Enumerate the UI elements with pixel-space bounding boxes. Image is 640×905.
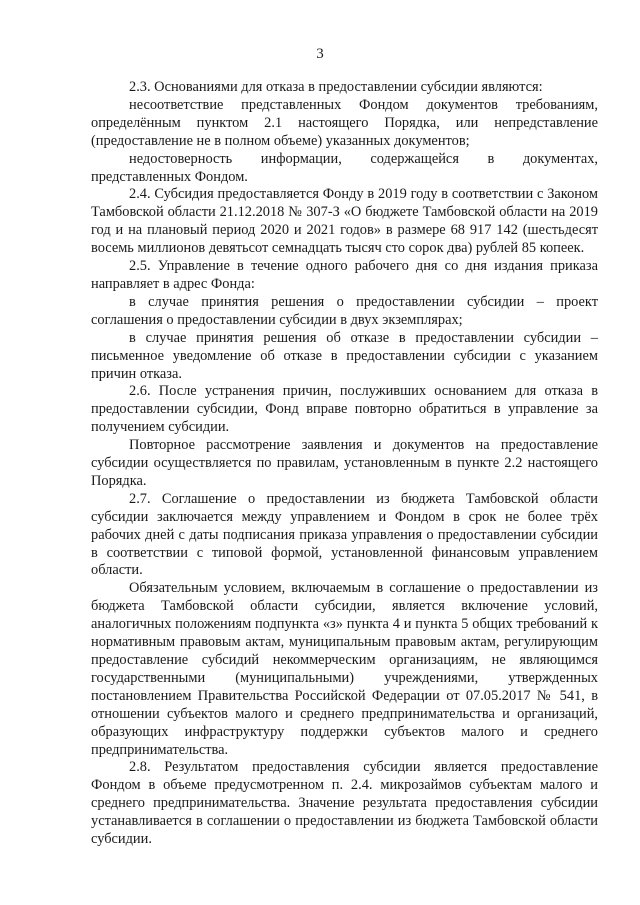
page-number: 3 [316,46,324,62]
document-body [91,79,598,849]
paragraph-2-4: 2.4. Субсидия предоставляется Фонду в 2019 году в соответствии с Законом Тамбовской области 21.12.2018 № 307-З «О бюджете Тамбовской области на 2019 год и на плановый период 2020 и 2021 годов» в размере 68 917 142 (шестьдесят восемь миллионов девятьсот семнадцать тысяч сто сорок два) рублей 85 копеек. [91,186,598,257]
paragraph-2-5: 2.5. Управление в течение одного рабочего дня со дня издания приказа направляет в адрес Фонда: [91,258,598,292]
paragraph-2-3-item-2: недостоверность информации, содержащейся в документах, представленных Фондом. [91,150,598,185]
paragraph-2-7-condition: Обязательным условием, включаемым в соглашение о предоставлении из бюджета Тамбовской области субсидии, является включение условий, аналогичных положениям подпункта «з» пункта 4 и пункта 5 общих требований к нормативным правовым актам, муниципальным правовым актам, регулирующим предоставление субсидий некоммерческим организациям, не являющимся государственными (муниципальными) учреждениями, утвержденных постановлением Правительства Российской Федерации от 07.05.2017 № 541, в отношении субъектов малого и среднего предпринимательства и организаций, образующих инфраструктуру поддержки субъектов малого и среднего предпринимательства. [91,580,598,758]
paragraph-2-5-item-1: в случае принятия решения о предоставлении субсидии – проект соглашения о предоставлении субсидии в двух экземплярах; [91,293,598,328]
paragraph-2-3-item-1: несоответствие представленных Фондом документов требованиям, определённым пунктом 2.1 настоящего Порядка, или непредставление (предоставление не в полном объеме) указанных документов; [91,96,598,149]
paragraph-2-3: 2.3. Основаниями для отказа в предоставлении субсидии являются: [129,79,543,95]
paragraph-2-7: 2.7. Соглашение о предоставлении из бюджета Тамбовской области субсидии заключается между управлением и Фондом в срок не более трёх рабочих дней с даты подписания приказа управления о предоставлении субсидии в соответствии с типовой формой, установленной финансовым управлением области. [91,490,598,579]
paragraph-2-6-repeat: Повторное рассмотрение заявления и документов на предоставление субсидии осуществляется по правилам, установленным в пункте 2.2 настоящего Порядка. [91,437,598,489]
paragraph-2-6: 2.6. После устранения причин, послуживших основанием для отказа в предоставлении субсидии, Фонд вправе повторно обратиться в управление за получением субсидии. [91,383,598,436]
paragraph-2-8: 2.8. Результатом предоставления субсидии является предоставление Фондом в объеме предусмотренном п. 2.4. микрозаймов субъектам малого и среднего предпринимательства. Значение результата предоставления субсидии устанавливается в соглашении о предоставлении из бюджета Тамбовской области субсидии. [91,759,598,848]
paragraph-2-5-item-2: в случае принятия решения об отказе в предоставлении субсидии – письменное уведомление об отказе в предоставлении субсидии с указанием причин отказа. [91,329,598,382]
